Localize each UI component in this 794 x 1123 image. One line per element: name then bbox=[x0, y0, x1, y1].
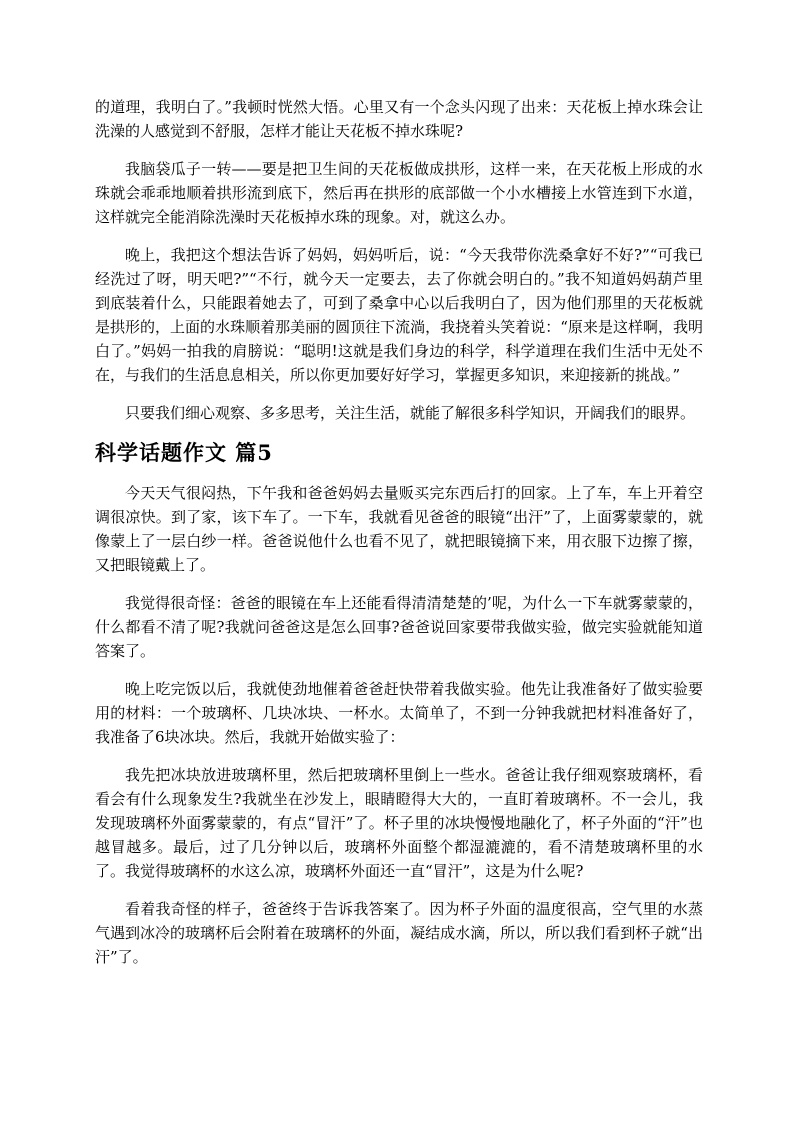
paragraph: 我脑袋瓜子一转——要是把卫生间的天花板做成拱形，这样一来，在天花板上形成的水珠就会乖乖地顺着拱形流到底下，然后再在拱形的底部做一个小水槽接上水管连到下水道，这样就完全能消除洗澡时天花板掉水珠的现象。对，就这么办。 bbox=[95, 160, 703, 226]
paragraph-gap bbox=[95, 143, 703, 157]
paragraph: 今天天气很闷热，下午我和爸爸妈妈去量贩买完东西后打的回家。上了车，车上开着空调很凉快。到了家，该下车了。一下车，我就看见爸爸的眼镜“出汗”了，上面雾蒙蒙的，就像蒙上了一层白纱一样。爸爸说他什么也看不见了，就把眼镜摘下来，用衣服下边擦了擦，又把眼镜戴上了。 bbox=[95, 484, 703, 574]
document-page bbox=[95, 95, 703, 969]
paragraph-gap bbox=[95, 229, 703, 243]
paragraph-gap bbox=[95, 577, 703, 591]
section-title: 科学话题作文 篇5 bbox=[95, 440, 273, 465]
paragraph: 晚上，我把这个想法告诉了妈妈，妈妈听后，说：“今天我带你洗桑拿好不好?”“可我已经洗过了呀，明天吧?”“不行，就今天一定要去，去了你就会明白的。”我不知道妈妈葫芦里到底装着什么，只能跟着她去了，可到了桑拿中心以后我明白了，因为他们那里的天花板就是拱形的，上面的水珠顺着那美丽的圆顶往下流淌，我挠着头笑着说：“原来是这样啊，我明白了。”妈妈一拍我的肩膀说：“聪明!这就是我们身边的科学，科学道理在我们生活中无处不在，与我们的生活息息相关，所以你更加要好好学习，掌握更多知识，来迎接新的挑战。” bbox=[95, 246, 703, 384]
paragraph-gap bbox=[95, 749, 703, 763]
paragraph-gap bbox=[95, 387, 703, 401]
paragraph-gap bbox=[95, 663, 703, 677]
paragraph: 看着我奇怪的样子，爸爸终于告诉我答案了。因为杯子外面的温度很高，空气里的水蒸气遇到冰冷的玻璃杯后会附着在玻璃杯的外面，凝结成水滴，所以，所以我们看到杯子就“出汗”了。 bbox=[95, 900, 703, 966]
paragraph: 晚上吃完饭以后，我就使劲地催着爸爸赶快带着我做实验。他先让我准备好了做实验要用的材料：一个玻璃杯、几块冰块、一杯水。太简单了，不到一分钟我就把材料准备好了，我准备了6块冰块。然后，我就开始做实验了： bbox=[95, 680, 703, 746]
paragraph-continuation: 的道理，我明白了。”我顿时恍然大悟。心里又有一个念头闪现了出来：天花板上掉水珠会让洗澡的人感觉到不舒服，怎样才能让天花板不掉水珠呢? bbox=[95, 98, 703, 140]
paragraph-gap bbox=[95, 883, 703, 897]
paragraph: 我先把冰块放进玻璃杯里，然后把玻璃杯里倒上一些水。爸爸让我仔细观察玻璃杯，看看会有什么现象发生?我就坐在沙发上，眼睛瞪得大大的，一直盯着玻璃杯。不一会儿，我发现玻璃杯外面雾蒙蒙的，有点“冒汗”了。杯子里的冰块慢慢地融化了，杯子外面的“汗”也越冒越多。最后，过了几分钟以后，玻璃杯外面整个都湿漉漉的，看不清楚玻璃杯里的水了。我觉得玻璃杯的水这么凉，玻璃杯外面还一直“冒汗”，这是为什么呢? bbox=[95, 766, 703, 880]
paragraph: 只要我们细心观察、多多思考，关注生活，就能了解很多科学知识，开阔我们的眼界。 bbox=[125, 404, 696, 422]
paragraph: 我觉得很奇怪：爸爸的眼镜在车上还能看得清清楚楚的’呢，为什么一下车就雾蒙蒙的，什么都看不清了呢?我就问爸爸这是怎么回事?爸爸说回家要带我做实验，做完实验就能知道答案了。 bbox=[95, 594, 703, 660]
